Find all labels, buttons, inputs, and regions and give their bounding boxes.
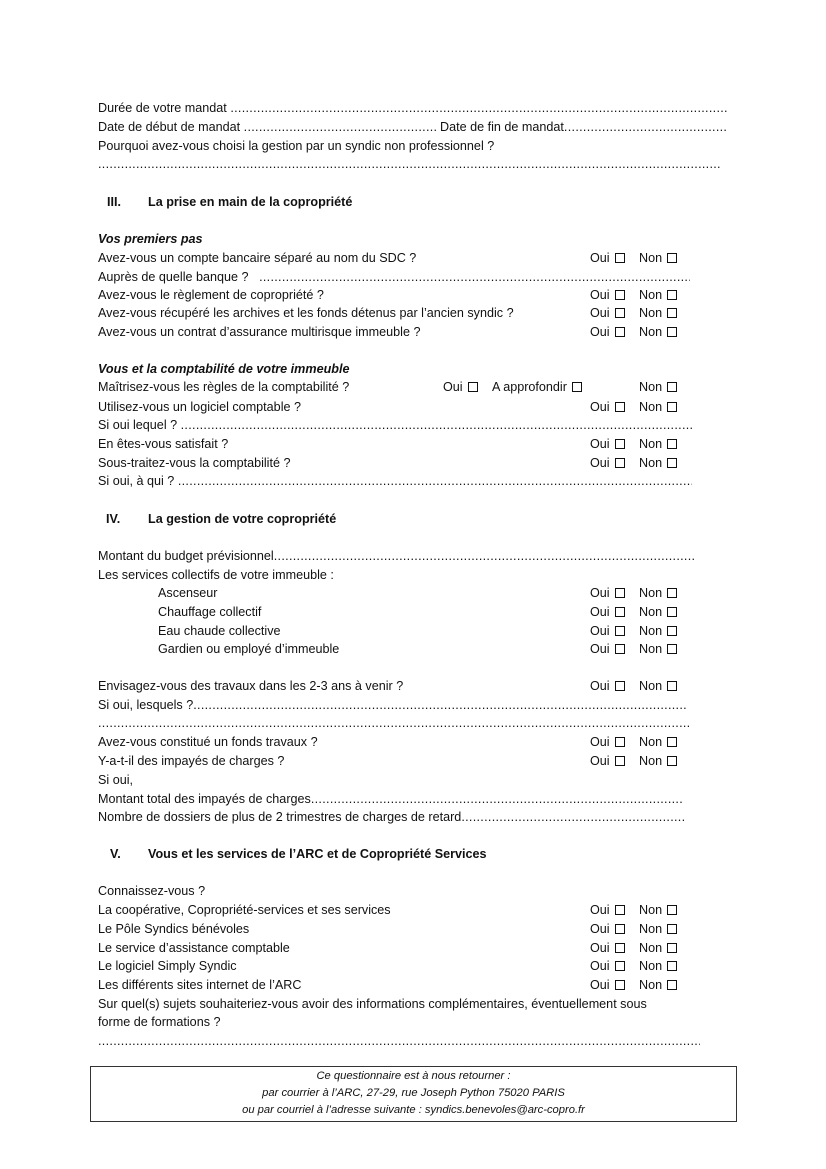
non-checkbox[interactable]: Non [639, 957, 677, 975]
checkbox-icon [667, 439, 677, 449]
q-reglement: Avez-vous le règlement de copropriété ? [98, 288, 324, 302]
checkbox-icon [615, 737, 625, 747]
checkbox-icon [615, 439, 625, 449]
checkbox-icon [667, 644, 677, 654]
checkbox-icon [667, 737, 677, 747]
lesquels-answer-line[interactable] [98, 714, 690, 732]
q-compte-bancaire: Avez-vous un compte bancaire séparé au nom du SDC ? [98, 251, 417, 265]
q-maitrise: Maîtrisez-vous les règles de la comptabilité ? [98, 380, 350, 394]
footer-line-1: Ce questionnaire est à nous retourner : [316, 1070, 511, 1082]
non-checkbox[interactable]: Non [639, 323, 677, 341]
non-checkbox[interactable]: Non [639, 304, 677, 322]
non-checkbox[interactable]: Non [639, 398, 677, 416]
oui-checkbox[interactable]: Oui [443, 378, 478, 396]
montant-impayes-field[interactable]: Montant total des impayés de charges . . . [98, 790, 684, 808]
oui-checkbox[interactable]: Oui [590, 435, 625, 453]
checkbox-icon [667, 402, 677, 412]
checkbox-icon [667, 382, 677, 392]
checkbox-icon [468, 382, 478, 392]
checkbox-icon [667, 308, 677, 318]
checkbox-icon [572, 382, 582, 392]
oui-checkbox[interactable]: Oui [590, 677, 625, 695]
checkbox-icon [615, 327, 625, 337]
section-3-title: La prise en main de la copropriété [148, 195, 353, 209]
non-checkbox[interactable]: Non [639, 249, 677, 267]
section-4-title: La gestion de votre copropriété [148, 512, 337, 526]
checkbox-icon [615, 458, 625, 468]
si-oui-label: Si oui, [98, 773, 134, 787]
service-gardien: Gardien ou employé d’immeuble [158, 642, 340, 656]
lequel-field[interactable]: Si oui lequel ? . . . [98, 416, 692, 434]
premiers-pas-heading: Vos premiers pas [98, 232, 203, 246]
oui-checkbox[interactable]: Oui [590, 733, 625, 751]
footer-line-3: ou par courriel à l’adresse suivante : syndics.benevoles@arc-copro.fr [242, 1104, 585, 1116]
oui-checkbox[interactable]: Oui [590, 640, 625, 658]
checkbox-icon [667, 961, 677, 971]
q-archives: Avez-vous récupéré les archives et les fonds détenus par l’ancien syndic ? [98, 306, 514, 320]
checkbox-icon [615, 756, 625, 766]
dossiers-retard-field[interactable]: Nombre de dossiers de plus de 2 trimestres de charges de retard . . . [98, 808, 684, 826]
checkbox-icon [667, 626, 677, 636]
oui-checkbox[interactable]: Oui [590, 939, 625, 957]
checkbox-icon [667, 607, 677, 617]
section-5-title: Vous et les services de l’ARC et de Copropriété Services [148, 847, 487, 861]
q-fonds-travaux: Avez-vous constitué un fonds travaux ? [98, 735, 318, 749]
checkbox-icon [667, 327, 677, 337]
checkbox-icon [667, 756, 677, 766]
service-eau-chaude: Eau chaude collective [158, 624, 281, 638]
checkbox-icon [667, 681, 677, 691]
checkbox-icon [615, 644, 625, 654]
duree-mandat-field[interactable]: Durée de votre mandat . . . [98, 99, 728, 117]
non-checkbox[interactable]: Non [639, 378, 677, 396]
checkbox-icon [615, 402, 625, 412]
checkbox-icon [615, 980, 625, 990]
oui-checkbox[interactable]: Oui [590, 323, 625, 341]
oui-checkbox[interactable]: Oui [590, 622, 625, 640]
non-checkbox[interactable]: Non [639, 454, 677, 472]
checkbox-icon [615, 681, 625, 691]
non-checkbox[interactable]: Non [639, 435, 677, 453]
a-qui-field[interactable]: Si oui, à qui ? . . . [98, 472, 692, 490]
q-logiciel: Utilisez-vous un logiciel comptable ? [98, 400, 301, 414]
non-checkbox[interactable]: Non [639, 733, 677, 751]
checkbox-icon [667, 905, 677, 915]
checkbox-icon [667, 290, 677, 300]
comptabilite-heading: Vous et la comptabilité de votre immeuble [98, 362, 350, 376]
oui-checkbox[interactable]: Oui [590, 454, 625, 472]
oui-checkbox[interactable]: Oui [590, 286, 625, 304]
c-assistance: Le service d’assistance comptable [98, 941, 290, 955]
checkbox-icon [667, 458, 677, 468]
non-checkbox[interactable]: Non [639, 976, 677, 994]
sujets-answer-line[interactable] [98, 1032, 700, 1050]
c-pole: Le Pôle Syndics bénévoles [98, 922, 250, 936]
banque-field[interactable]: Auprès de quelle banque ? . . . [98, 268, 690, 286]
checkbox-icon [615, 626, 625, 636]
date-debut-field[interactable]: Date de début de mandat . . . [98, 118, 438, 136]
section-5-number: V. [110, 847, 121, 861]
oui-checkbox[interactable]: Oui [590, 976, 625, 994]
checkbox-icon [615, 588, 625, 598]
non-checkbox[interactable]: Non [639, 640, 677, 658]
checkbox-icon [615, 607, 625, 617]
oui-checkbox[interactable]: Oui [590, 398, 625, 416]
checkbox-icon [615, 943, 625, 953]
q-assurance: Avez-vous un contrat d’assurance multirisque immeuble ? [98, 325, 421, 339]
oui-checkbox[interactable]: Oui [590, 584, 625, 602]
non-checkbox[interactable]: Non [639, 603, 677, 621]
section-3-number: III. [107, 195, 121, 209]
non-checkbox[interactable]: Non [639, 622, 677, 640]
non-checkbox[interactable]: Non [639, 752, 677, 770]
q-services: Les services collectifs de votre immeuble : [98, 568, 334, 582]
checkbox-icon [615, 961, 625, 971]
oui-checkbox[interactable]: Oui [590, 752, 625, 770]
oui-checkbox[interactable]: Oui [590, 249, 625, 267]
c-logiciel: Le logiciel Simply Syndic [98, 959, 237, 973]
q-sujets-line-2: forme de formations ? [98, 1015, 221, 1029]
checkbox-icon [615, 905, 625, 915]
checkbox-icon [615, 290, 625, 300]
q-connaissez: Connaissez-vous ? [98, 884, 206, 898]
non-checkbox[interactable]: Non [639, 584, 677, 602]
non-checkbox[interactable]: Non [639, 677, 677, 695]
oui-checkbox[interactable]: Oui [590, 304, 625, 322]
checkbox-icon [615, 924, 625, 934]
checkbox-icon [667, 588, 677, 598]
c-sites: Les différents sites internet de l’ARC [98, 978, 302, 992]
q-sujets-line-1: Sur quel(s) sujets souhaiteriez-vous avoir des informations complémentaires, éventuellement sous [98, 997, 647, 1011]
approfondir-checkbox[interactable]: A approfondir [492, 378, 582, 396]
checkbox-icon [615, 253, 625, 263]
checkbox-icon [667, 943, 677, 953]
oui-checkbox[interactable]: Oui [590, 920, 625, 938]
checkbox-icon [667, 253, 677, 263]
budget-field[interactable]: Montant du budget prévisionnel . . . [98, 547, 696, 565]
checkbox-icon [667, 924, 677, 934]
oui-checkbox[interactable]: Oui [590, 603, 625, 621]
non-checkbox[interactable]: Non [639, 286, 677, 304]
footer-line-2: par courrier à l’ARC, 27-29, rue Joseph Python 75020 PARIS [262, 1087, 565, 1099]
checkbox-icon [615, 308, 625, 318]
q-satisfait: En êtes-vous satisfait ? [98, 437, 229, 451]
date-fin-field[interactable]: Date de fin de mandat . . . [440, 118, 728, 136]
oui-checkbox[interactable]: Oui [590, 901, 625, 919]
checkbox-icon [667, 980, 677, 990]
pourquoi-question: Pourquoi avez-vous choisi la gestion par un syndic non professionnel ? [98, 139, 495, 153]
lesquels-field[interactable]: Si oui, lesquels ? . . . [98, 696, 686, 714]
return-instructions-box [90, 1066, 737, 1122]
service-chauffage: Chauffage collectif [158, 605, 262, 619]
q-impayes: Y-a-t-il des impayés de charges ? [98, 754, 285, 768]
c-cooperative: La coopérative, Copropriété-services et ses services [98, 903, 391, 917]
q-travaux: Envisagez-vous des travaux dans les 2-3 ans à venir ? [98, 679, 404, 693]
non-checkbox[interactable]: Non [639, 901, 677, 919]
section-4-number: IV. [106, 512, 121, 526]
oui-checkbox[interactable]: Oui [590, 957, 625, 975]
non-checkbox[interactable]: Non [639, 939, 677, 957]
non-checkbox[interactable]: Non [639, 920, 677, 938]
pourquoi-answer-line[interactable] [98, 155, 722, 173]
q-soustraitez: Sous-traitez-vous la comptabilité ? [98, 456, 291, 470]
service-ascenseur: Ascenseur [158, 586, 218, 600]
